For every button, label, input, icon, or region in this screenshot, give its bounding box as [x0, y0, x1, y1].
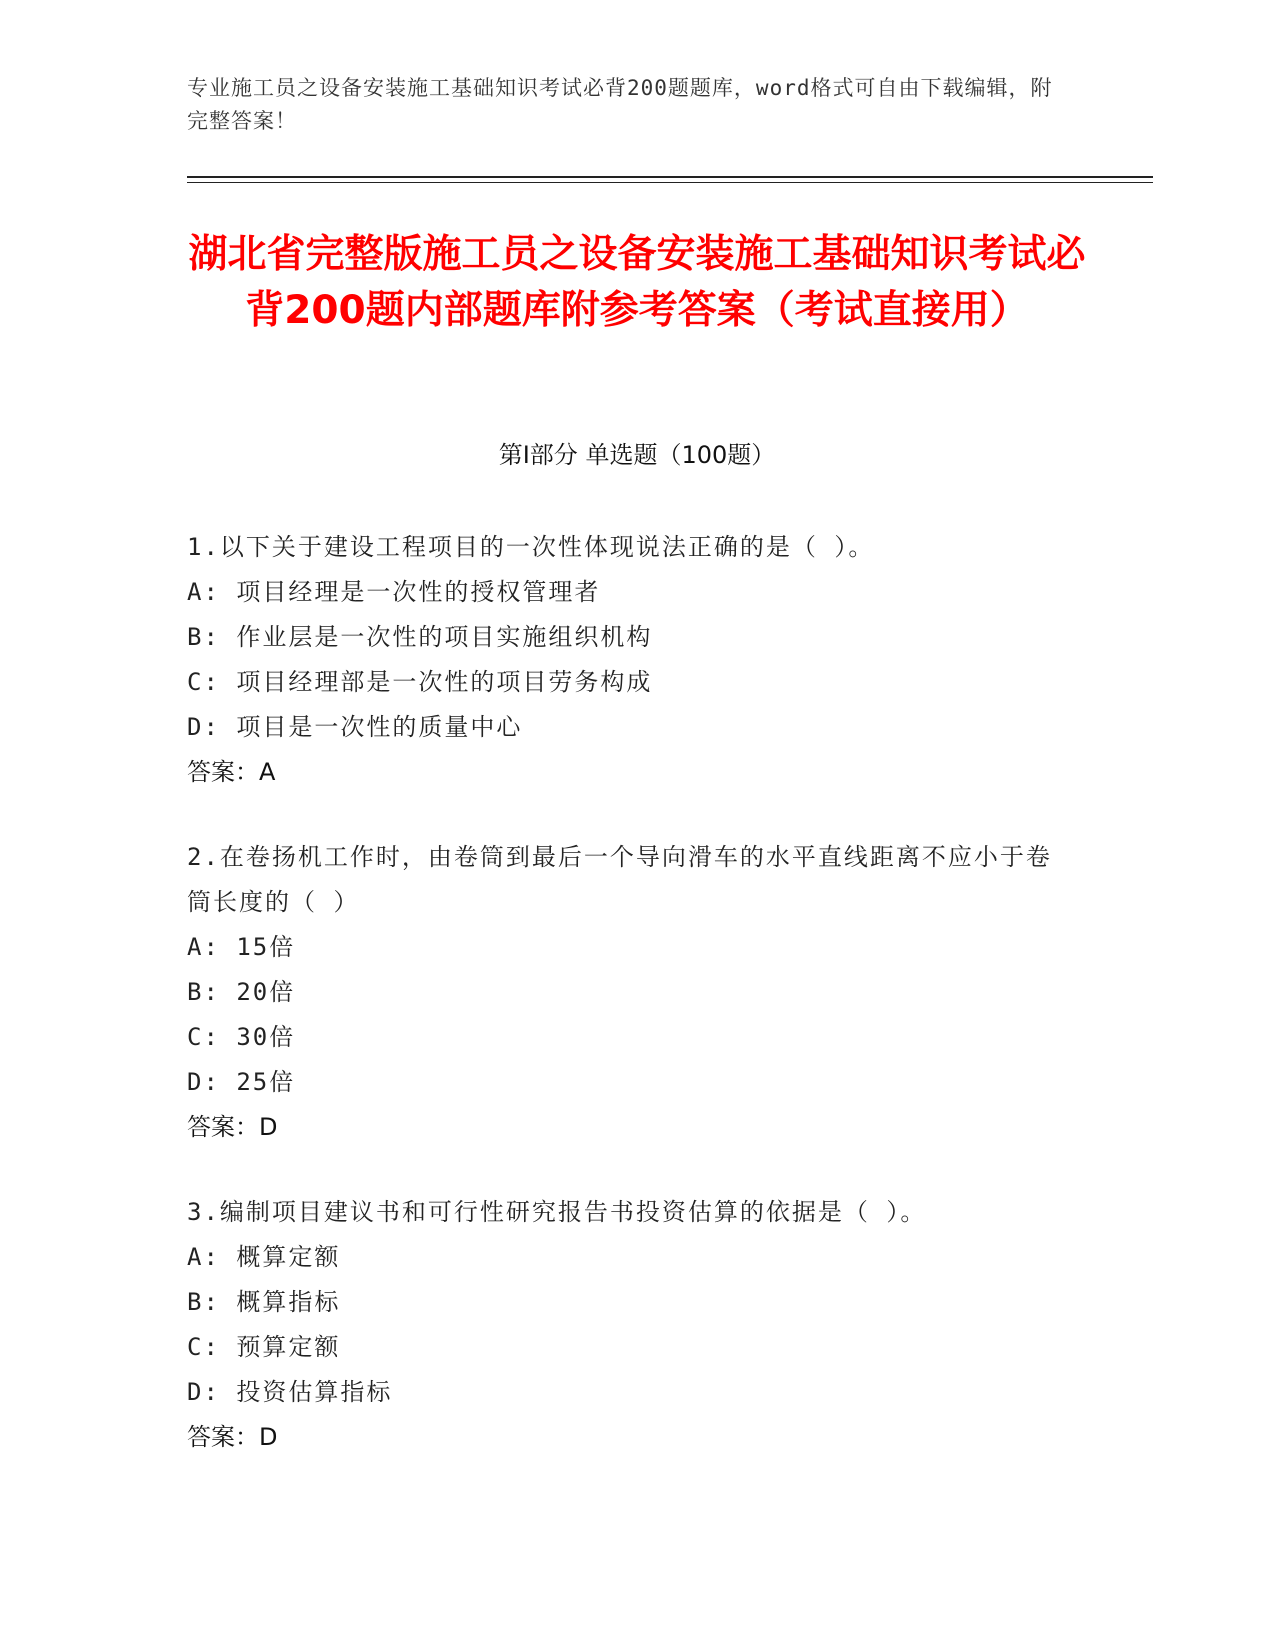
- answer-line: 答案：A: [187, 758, 276, 786]
- answer-line: 答案：D: [187, 1113, 278, 1141]
- option-b: B: 作业层是一次性的项目实施组织机构: [187, 623, 653, 651]
- question-stem: 3.编制项目建议书和可行性研究报告书投资估算的依据是（ ）。: [187, 1198, 927, 1226]
- header-divider-thick: [187, 176, 1153, 178]
- question-list: [187, 525, 1067, 1500]
- option-b: B: 概算指标: [187, 1288, 341, 1316]
- option-a: A: 项目经理是一次性的授权管理者: [187, 578, 601, 606]
- question-item: [187, 1190, 1067, 1460]
- option-c: C: 预算定额: [187, 1333, 341, 1361]
- option-d: D: 投资估算指标: [187, 1378, 393, 1406]
- header-divider-thin: [187, 182, 1153, 183]
- document-title: 湖北省完整版施工员之设备安装施工基础知识考试必背200题内部题库附参考答案（考试直接用）: [188, 232, 1086, 333]
- header-note: 专业施工员之设备安装施工基础知识考试必背200题题库，word格式可自由下载编辑，附完整答案！: [187, 76, 1053, 133]
- option-a: A: 15倍: [187, 933, 296, 961]
- question-stem: 2.在卷扬机工作时，由卷筒到最后一个导向滑车的水平直线距离不应小于卷筒长度的（ ）: [187, 843, 1052, 916]
- answer-line: 答案：D: [187, 1423, 278, 1451]
- option-d: D: 25倍: [187, 1068, 296, 1096]
- option-c: C: 30倍: [187, 1023, 296, 1051]
- section-heading: 第I部分 单选题（100题）: [498, 441, 776, 469]
- question-item: [187, 525, 1067, 795]
- option-d: D: 项目是一次性的质量中心: [187, 713, 523, 741]
- option-b: B: 20倍: [187, 978, 296, 1006]
- question-stem: 1.以下关于建设工程项目的一次性体现说法正确的是（ ）。: [187, 533, 875, 561]
- option-c: C: 项目经理部是一次性的项目劳务构成: [187, 668, 653, 696]
- option-a: A: 概算定额: [187, 1243, 341, 1271]
- question-item: [187, 835, 1067, 1150]
